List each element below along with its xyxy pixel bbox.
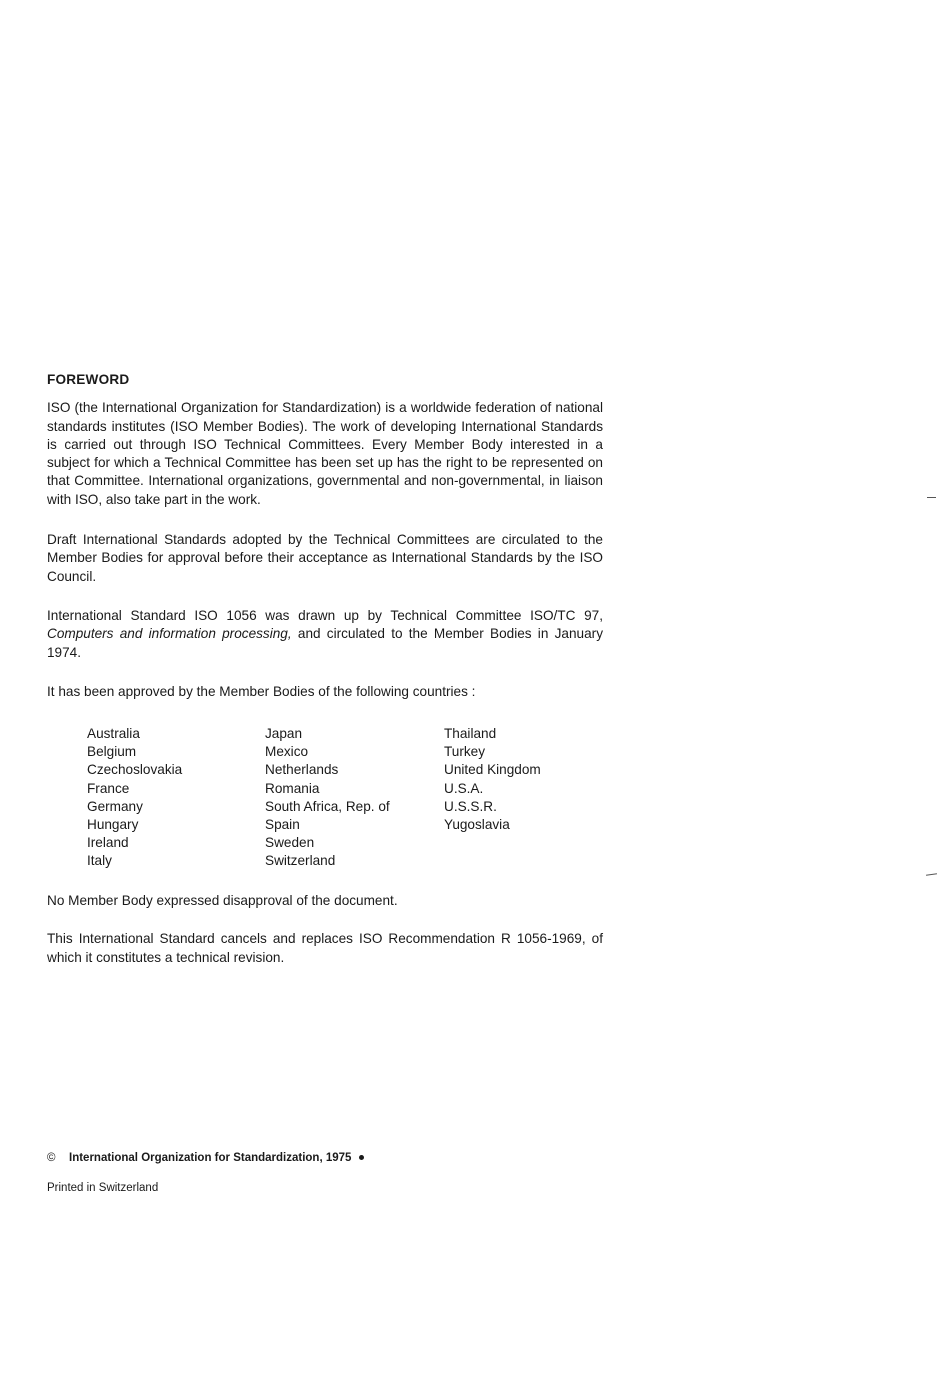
foreword-paragraph-2: Draft International Standards adopted by the Technical Committees are circulated to the Member Bodies for approval before their acceptance as International Standards by the ISO Council. [47, 532, 603, 584]
country-item: Ireland [87, 835, 129, 851]
foreword-paragraph-3 [47, 607, 603, 662]
country-item: Turkey [444, 744, 486, 760]
bullet-dot-icon [359, 1155, 364, 1160]
country-item: Germany [87, 798, 143, 814]
copyright-line [47, 1152, 364, 1164]
foreword-heading: FOREWORD [47, 372, 130, 387]
country-item: United Kingdom [444, 762, 541, 778]
foreword-section [47, 371, 603, 701]
foreword-paragraph-4: It has been approved by the Member Bodies of the following countries : [47, 683, 476, 699]
country-item: Netherlands [265, 762, 339, 778]
foreword-paragraph-6: This International Standard cancels and replaces ISO Recommendation R 1056-1969, of which it constitutes a technical revision. [47, 931, 603, 965]
approving-countries-list [87, 725, 607, 875]
country-item: Czechoslovakia [87, 762, 183, 778]
paragraph-3-start: International Standard ISO 1056 was drawn up by Technical Committee ISO/TC 97, [47, 607, 603, 623]
country-item: Italy [87, 853, 112, 869]
country-item: Belgium [87, 744, 137, 760]
country-item: France [87, 780, 130, 796]
country-item: Sweden [265, 835, 315, 851]
country-item: Australia [87, 726, 140, 741]
margin-mark [926, 873, 937, 876]
country-item: Switzerland [265, 853, 336, 869]
copyright-symbol: © [47, 1152, 56, 1164]
copyright-text: International Organization for Standardization, 1975 [69, 1152, 352, 1164]
country-item: Spain [265, 817, 300, 833]
country-item: Hungary [87, 817, 139, 833]
foreword-closing-section [47, 892, 603, 967]
country-item: Mexico [265, 744, 309, 760]
foreword-paragraph-1: ISO (the International Organization for Standardization) is a worldwide federation of national standards institutes (ISO Member Bodies). The work of developing International Standards is carried out through ISO Technical Committees. Every Member Body interested in a subject for which a Technical Committee has been set up has the right to be represented on that Committee. International organizations, governmental and non-governmental, in liaison with ISO, also take part in the work. [47, 400, 603, 507]
country-item: Thailand [444, 726, 497, 741]
country-item: Japan [265, 726, 303, 741]
printed-in: Printed in Switzerland [47, 1182, 159, 1194]
country-column-1 [87, 725, 182, 871]
country-item: Yugoslavia [444, 817, 510, 833]
paragraph-3-end: and circulated to the Member Bodies in January 1974. [47, 626, 603, 660]
country-item: Romania [265, 780, 320, 796]
country-item: South Africa, Rep. of [265, 798, 390, 814]
committee-title: Computers and information processing, [47, 626, 292, 642]
country-item: U.S.S.R. [444, 798, 497, 814]
margin-mark [927, 497, 936, 498]
foreword-paragraph-5: No Member Body expressed disapproval of the document. [47, 893, 398, 908]
country-column-2 [265, 725, 390, 871]
country-column-3 [444, 725, 541, 834]
country-item: U.S.A. [444, 780, 484, 796]
